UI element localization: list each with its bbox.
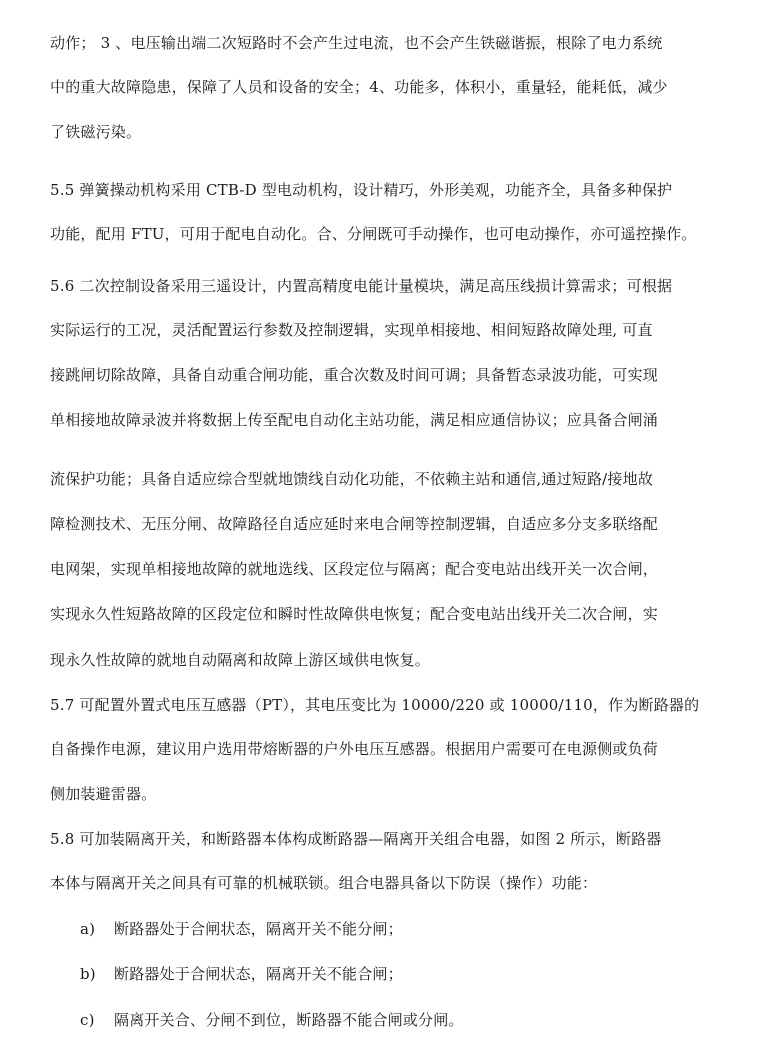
text-line: 侧加装避雷器。 xyxy=(50,785,157,803)
text-line: 现永久性故障的就地自动隔离和故障上游区域供电恢复。 xyxy=(50,651,431,669)
text-line: 障检测技术、无压分闸、故障路径自适应延时来电合闸等控制逻辑，自适应多分支多联络配 xyxy=(50,515,659,533)
list-item xyxy=(80,1010,710,1030)
text-line: 功能，配用 FTU，可用于配电自动化。合、分闸既可手动操作，也可电动操作，亦可遥控操作。 xyxy=(50,225,697,243)
section-5-6-line: 5.6 二次控制设备采用三遥设计，内置高精度电能计量模块，满足高压线损计算需求；可根据 xyxy=(50,277,673,295)
list-item xyxy=(80,919,710,939)
section-5-8-line: 5.8 可加装隔离开关，和断路器本体构成断路器—隔离开关组合电器，如图 2 所示，断路器 xyxy=(50,830,662,848)
section-5-7-line: 5.7 可配置外置式电压互感器（PT），其电压变比为 10000/220 或 10000/110，作为断路器的 xyxy=(50,696,700,714)
list-item xyxy=(80,964,710,984)
list-item-text: 断路器处于合闸状态，隔离开关不能合闸； xyxy=(114,965,403,983)
text-line: 自备操作电源，建议用户选用带熔断器的户外电压互感器。根据用户需要可在电源侧或负荷 xyxy=(50,740,659,758)
text-line: 中的重大故障隐患，保障了人员和设备的安全；4、功能多，体积小，重量轻，能耗低，减少 xyxy=(50,78,668,96)
text-line: 单相接地故障录波并将数据上传至配电自动化主站功能，满足相应通信协议；应具备合闸涌 xyxy=(50,411,659,429)
text-line: 实际运行的工况，灵活配置运行参数及控制逻辑，实现单相接地、相间短路故障处理, 可直 xyxy=(50,321,653,339)
list-marker: b) xyxy=(80,965,96,983)
list-item-text: 隔离开关合、分闸不到位，断路器不能合闸或分闸。 xyxy=(114,1011,464,1029)
text-line: 流保护功能；具备自适应综合型就地馈线自动化功能，不依赖主站和通信,通过短路/接地故 xyxy=(50,470,654,488)
list-marker: a) xyxy=(80,920,96,938)
section-5-5-line: 5.5 弹簧操动机构采用 CTB-D 型电动机构，设计精巧，外形美观，功能齐全，具备多种保护 xyxy=(50,181,673,199)
text-line: 动作； 3 、电压输出端二次短路时不会产生过电流，也不会产生铁磁谐振，根除了电力系统 xyxy=(50,34,663,52)
text-line: 本体与隔离开关之间具有可靠的机械联锁。组合电器具备以下防误（操作）功能： xyxy=(50,874,598,892)
list-item-text: 断路器处于合闸状态，隔离开关不能分闸； xyxy=(114,920,403,938)
text-line: 电网架，实现单相接地故障的就地选线、区段定位与隔离；配合变电站出线开关一次合闸， xyxy=(50,560,659,578)
list-marker: c) xyxy=(80,1011,95,1029)
text-line: 实现永久性短路故障的区段定位和瞬时性故障供电恢复；配合变电站出线开关二次合闸，实 xyxy=(50,605,659,623)
text-line: 了铁磁污染。 xyxy=(50,123,142,141)
text-line: 接跳闸切除故障，具备自动重合闸功能，重合次数及时间可调；具备暂态录波功能，可实现 xyxy=(50,366,659,384)
